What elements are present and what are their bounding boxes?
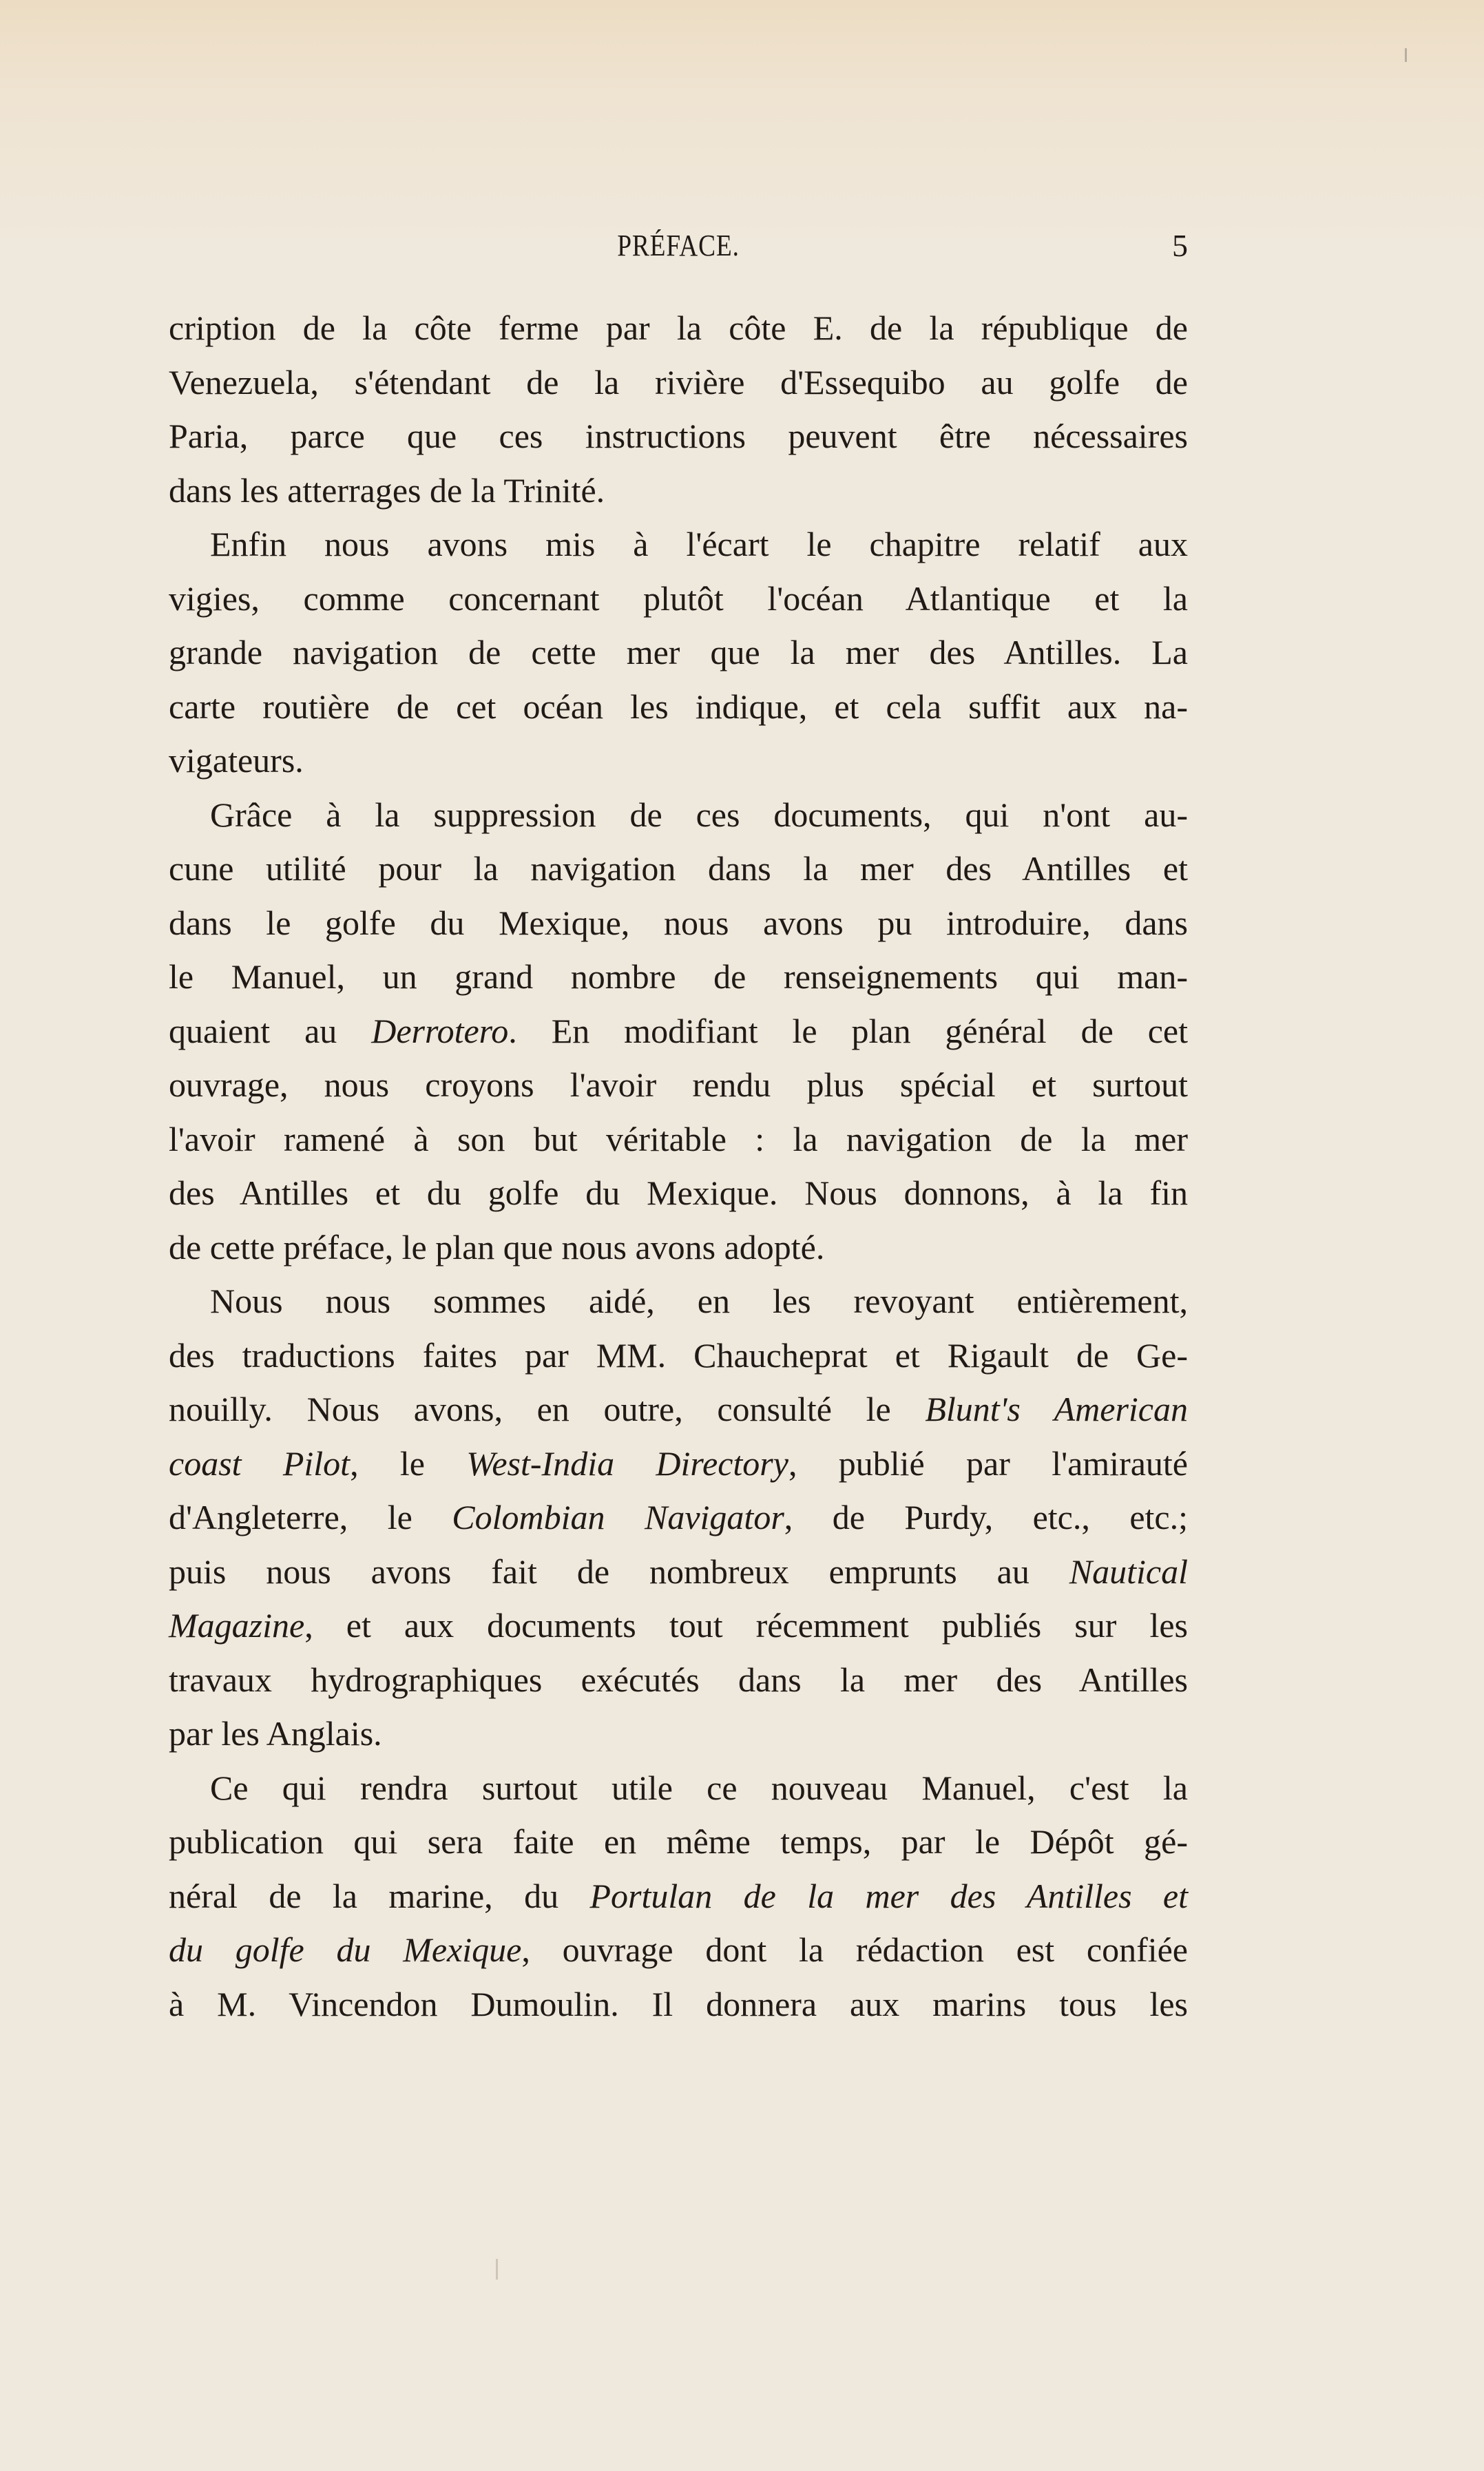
italic-title: Nautical bbox=[1069, 1552, 1188, 1591]
italic-title: Magazine bbox=[169, 1606, 305, 1645]
text-line: des traductions faites par MM. Chauchеprat et Rigault de Ge- bbox=[169, 1335, 1188, 1375]
text-run: . En modifiant le plan général de cet bbox=[508, 1011, 1188, 1050]
text-run: néral de la marine, du bbox=[169, 1876, 590, 1915]
text-line: Ce qui rendra surtout utile ce nouveau Manuel, c'est la bbox=[210, 1768, 1188, 1807]
text-line bbox=[169, 1382, 1188, 1437]
text-line: Venezuela, s'étendant de la rivière d'Essequibo au golfe de bbox=[169, 362, 1188, 402]
text-line bbox=[169, 1437, 1188, 1491]
italic-title: coast Pilot bbox=[169, 1443, 351, 1483]
text-line bbox=[169, 1490, 1188, 1545]
text-run: quaient au bbox=[169, 1011, 372, 1050]
text-line: vigies, comme concernant plutôt l'océan Atlantique et la bbox=[169, 578, 1188, 618]
text-line bbox=[169, 1004, 1188, 1059]
text-line: l'avoir ramené à son but véritable : la navigation de la mer bbox=[169, 1119, 1188, 1158]
paragraph-3 bbox=[169, 788, 1188, 1275]
text-line: par les Anglais. bbox=[169, 1714, 382, 1753]
text-line: le Manuel, un grand nombre de renseignements qui man- bbox=[169, 957, 1188, 996]
page-number: 5 bbox=[1172, 228, 1188, 263]
text-line bbox=[169, 1869, 1188, 1923]
text-line: Paria, parce que ces instructions peuvent être nécessaires bbox=[169, 417, 1188, 455]
running-head bbox=[169, 222, 1188, 270]
page-title: PRÉFACE. bbox=[617, 229, 740, 262]
text-line: à M. Vincendon Dumoulin. Il donnera aux marins tous les bbox=[169, 1984, 1188, 2023]
text-line: Grâce à la suppression de ces documents, qui n'ont au- bbox=[210, 795, 1188, 834]
text-line: dans les atterrages de la Trinité. bbox=[169, 470, 605, 510]
text-line: Nous nous sommes aidé, en les revoyant entièrement, bbox=[210, 1282, 1188, 1320]
text-line: travaux hydrographiques exécutés dans la mer des Antilles bbox=[169, 1660, 1188, 1699]
text-run: puis nous avons fait de nombreux emprunts au bbox=[169, 1552, 1069, 1591]
text-run: nouilly. Nous avons, en outre, consulté le bbox=[169, 1390, 926, 1428]
paragraph-1 bbox=[169, 301, 1188, 517]
text-line: ouvrage, nous croyons l'avoir rendu plus spécial et surtout bbox=[169, 1065, 1188, 1104]
paper-speck bbox=[496, 2259, 498, 2280]
text-run: , publié par l'amirauté bbox=[788, 1443, 1188, 1483]
text-run: , et aux documents tout récemment publiés sur les bbox=[304, 1606, 1188, 1645]
text-line: dans le golfe du Mexique, nous avons pu introduire, dans bbox=[169, 903, 1188, 942]
text-line: publication qui sera faite en même temps, par le Dépôt gé- bbox=[169, 1822, 1188, 1861]
italic-title: du golfe du Mexique bbox=[169, 1930, 522, 1969]
text-line: cription de la côte ferme par la côte E. de la république de bbox=[169, 309, 1188, 347]
italic-title: West-India Directory bbox=[466, 1443, 788, 1483]
italic-title: Blunt's American bbox=[925, 1390, 1188, 1428]
paragraph-2 bbox=[169, 517, 1188, 788]
paper-speck bbox=[1405, 48, 1407, 62]
paragraph-5 bbox=[169, 1761, 1188, 2032]
text-line: cune utilité pour la navigation dans la mer des Antilles et bbox=[169, 849, 1188, 888]
text-run: d'Angleterre, le bbox=[169, 1498, 452, 1536]
text-line: vigateurs. bbox=[169, 741, 304, 780]
text-run: , le bbox=[350, 1443, 467, 1483]
text-line bbox=[169, 1598, 1188, 1653]
text-line: de cette préface, le plan que nous avons adopté. bbox=[169, 1227, 825, 1266]
text-line: grande navigation de cette mer que la mer des Antilles. La bbox=[169, 633, 1188, 671]
text-run: , de Purdy, etc., etc.; bbox=[784, 1498, 1188, 1536]
text-line bbox=[169, 1545, 1188, 1599]
body-text bbox=[169, 301, 1188, 2031]
italic-title: Colombian Navigator bbox=[452, 1498, 784, 1536]
text-line: des Antilles et du golfe du Mexique. Nous donnons, à la fin bbox=[169, 1174, 1188, 1212]
text-run: , ouvrage dont la rédaction est confiée bbox=[521, 1930, 1188, 1969]
paragraph-4 bbox=[169, 1274, 1188, 1761]
text-line bbox=[169, 1923, 1188, 1977]
text-line: carte routière de cet océan les indique, et cela suffit aux na- bbox=[169, 687, 1188, 726]
text-line: Enfin nous avons mis à l'écart le chapitre relatif aux bbox=[210, 525, 1188, 563]
italic-title: Portulan de la mer des Antilles et bbox=[589, 1876, 1189, 1915]
italic-title: Derrotero bbox=[371, 1011, 509, 1050]
